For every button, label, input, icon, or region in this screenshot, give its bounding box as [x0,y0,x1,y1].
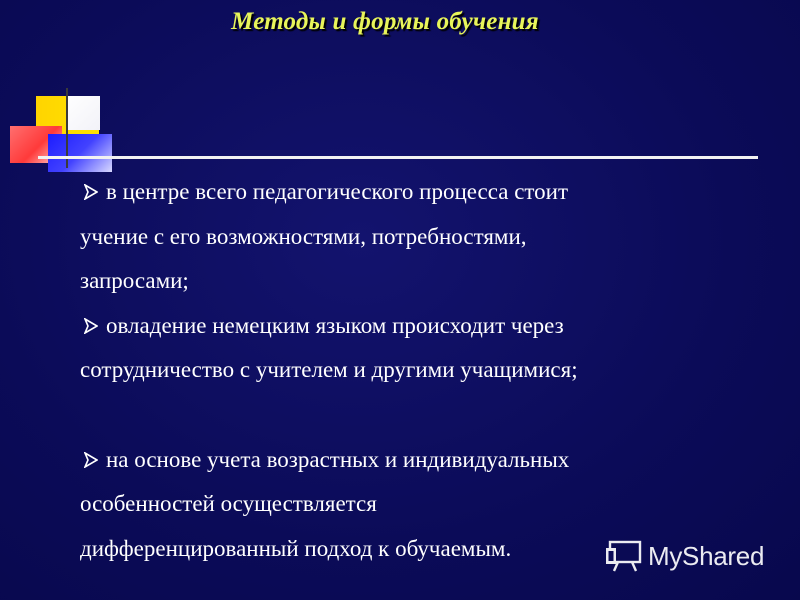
bullet-line: учение с его возможностями, потребностями, [80,223,527,249]
watermark-text: MyShared [648,540,765,571]
arrow-bullet-icon [84,452,98,468]
bullet-text: в центре всего педагогического процесса стоит [106,179,569,204]
bullet-text: овладение немецким языком происходит через [106,312,564,338]
title-divider-line [38,156,758,159]
bullet-line [80,170,780,215]
bullet-list [80,170,780,571]
arrow-bullet-icon [84,318,98,334]
bullet-item-2 [80,304,780,393]
bullet-line [80,438,780,483]
arrow-bullet-icon [84,184,98,200]
bullet-line: запросами; [80,268,189,294]
bullet-text: на основе учета возрастных и индивидуальных [106,446,570,472]
bullet-line [80,304,780,349]
decor-square-blue [48,134,112,172]
myshared-watermark [604,538,764,574]
bullet-line: дифференцированный подход к обучаемым. [80,535,512,561]
bullet-line: особенностей осуществляется [80,491,377,517]
slide-title: Методы и формы обучения [231,8,539,35]
decor-square-white [66,96,100,130]
bullet-line: сотрудничество с учителем и другими учащимися; [80,357,578,383]
bullet-item-1 [80,170,780,304]
presentation-screen-icon [604,539,642,573]
